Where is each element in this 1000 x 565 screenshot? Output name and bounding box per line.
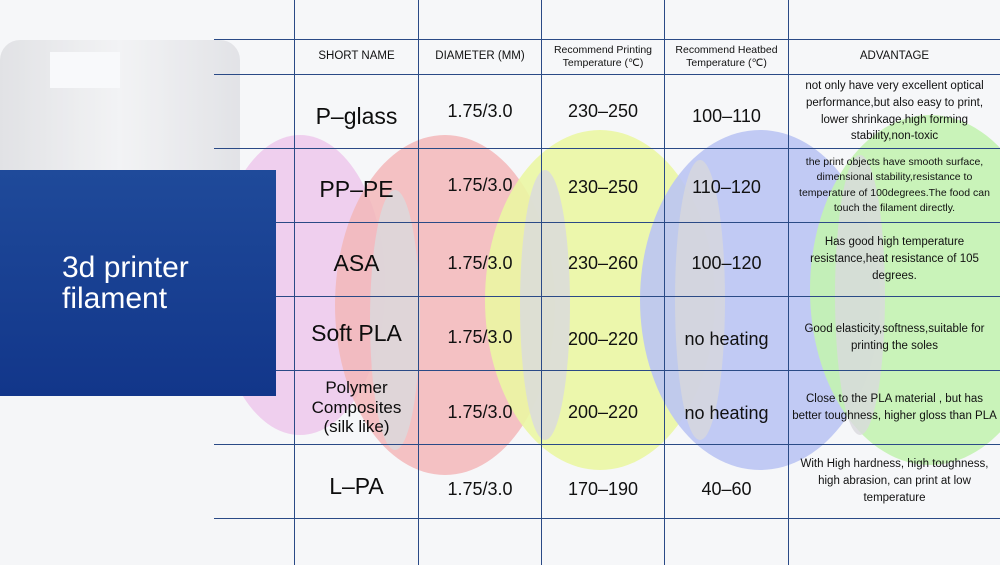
row-softpla-advantage: Good elasticity,softness,suitable for printing the soles xyxy=(804,322,985,352)
header-diameter: DIAMETER (MM) xyxy=(435,50,525,63)
row-pglass-advantage: not only have very excellent optical performance,but also easy to print, lower shrinkage,high forming stability,non-toxic xyxy=(805,80,984,143)
row-softpla-diameter: 1.75/3.0 xyxy=(447,326,513,347)
row-polymer-composites-printing-temp: 200–220 xyxy=(567,401,639,422)
header-short-name: SHORT NAME xyxy=(318,50,395,63)
row-pglass-printing-temp: 230–250 xyxy=(567,100,639,121)
row-lpa-printing-temp: 170–190 xyxy=(567,478,639,499)
row-polymer-composites-diameter: 1.75/3.0 xyxy=(447,401,513,422)
row-lpa-heatbed-temp: 40–60 xyxy=(701,478,752,499)
row-lpa-diameter: 1.75/3.0 xyxy=(447,478,513,499)
row-polymer-composites-heatbed-temp: no heating xyxy=(684,402,769,423)
row-polymer-composites-name: Polymer Composites (silk like) xyxy=(311,378,402,437)
header-heatbed-temperature: Recommend Heatbed Temperature (℃) xyxy=(675,44,778,69)
row-asa-printing-temp: 230–260 xyxy=(567,252,639,273)
row-asa-diameter: 1.75/3.0 xyxy=(447,252,513,273)
row-softpla-heatbed-temp: no heating xyxy=(684,328,769,349)
row-pglass-diameter: 1.75/3.0 xyxy=(447,100,513,121)
row-asa-heatbed-temp: 100–120 xyxy=(691,252,762,273)
banner-line-2: filament xyxy=(62,282,168,315)
row-asa-name: ASA xyxy=(333,250,380,277)
row-pppe-printing-temp: 230–250 xyxy=(567,176,639,197)
banner-line-1: 3d printer xyxy=(62,250,189,284)
row-pppe-advantage: the print objects have smooth surface, dimensional stability,resistance to temperature of 100degrees.The food can touch the filament directly. xyxy=(799,156,990,214)
row-polymer-composites-advantage: Close to the PLA material , but has better toughness, higher gloss than PLA xyxy=(792,392,997,422)
row-softpla-name: Soft PLA xyxy=(311,319,402,346)
row-pglass-heatbed-temp: 100–110 xyxy=(692,105,761,126)
row-lpa-name: L–PA xyxy=(329,473,384,500)
row-pppe-diameter: 1.75/3.0 xyxy=(447,174,513,195)
header-printing-temperature: Recommend Printing Temperature (℃) xyxy=(553,44,653,69)
row-pppe-name: PP–PE xyxy=(319,176,394,203)
row-softpla-printing-temp: 200–220 xyxy=(567,328,639,349)
row-asa-advantage: Has good high temperature resistance,heat resistance of 105 degrees. xyxy=(810,236,979,282)
title-banner xyxy=(0,170,276,396)
row-lpa-advantage: With High hardness, high toughness, high abrasion, can print at low temperature xyxy=(800,458,989,504)
row-pglass-name: P–glass xyxy=(315,103,398,130)
header-advantage: ADVANTAGE xyxy=(859,50,930,63)
row-pppe-heatbed-temp: 110–120 xyxy=(692,176,761,197)
